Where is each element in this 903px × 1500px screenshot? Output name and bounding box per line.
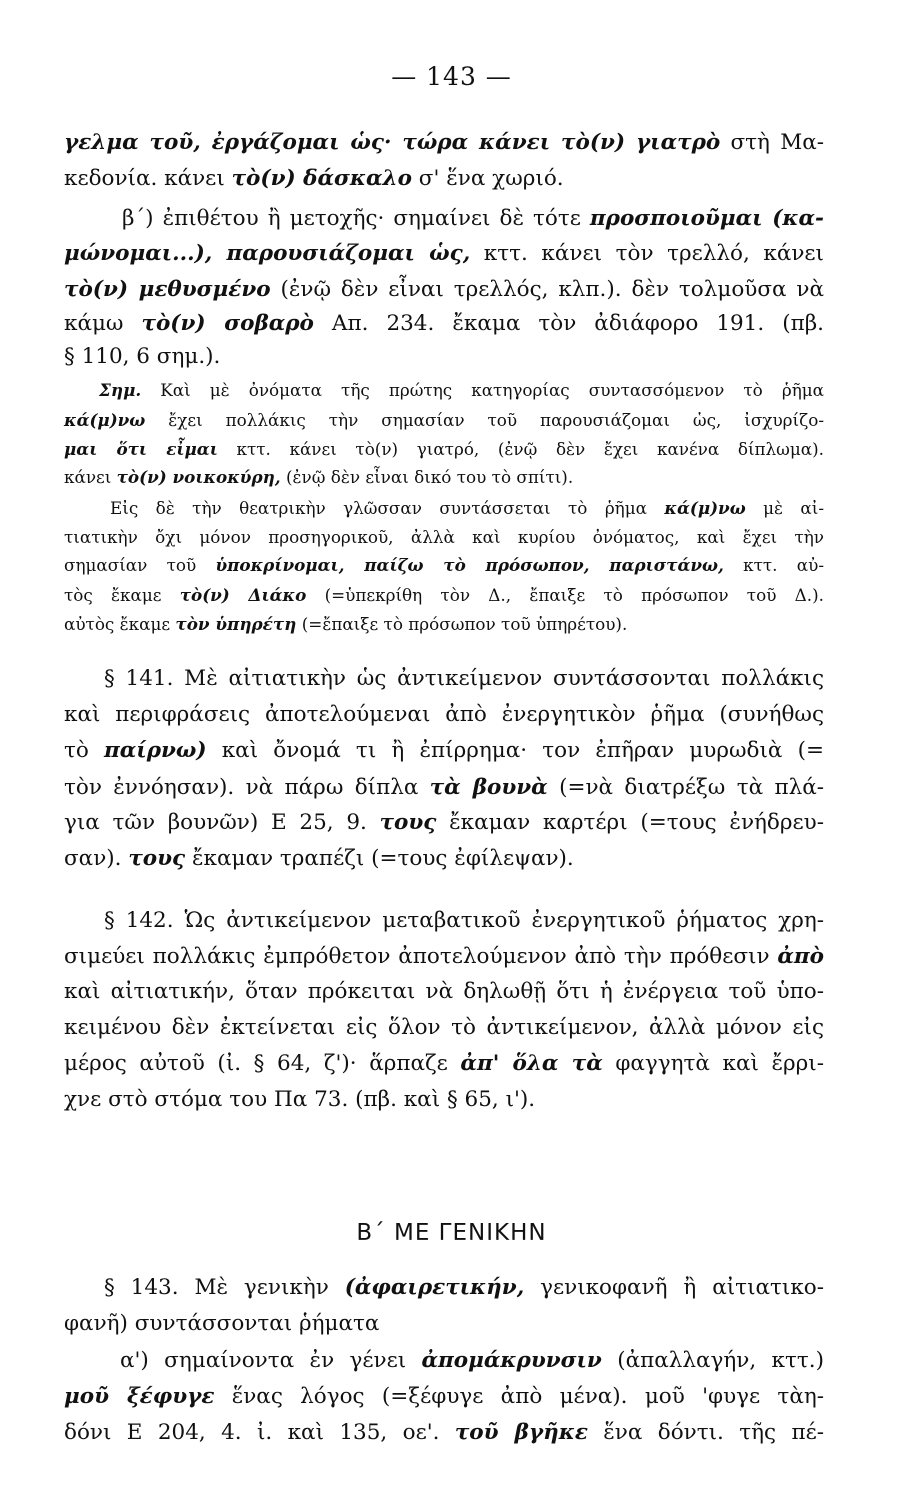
text-line	[64, 587, 824, 604]
text-segment: ἕνα δόντι. τῆς πέ-	[587, 1420, 824, 1445]
emphasis-segment: τὸ(ν) δάσκαλο	[231, 166, 412, 191]
text-segment: κάμω	[64, 311, 142, 336]
text-segment: μέρος αὐτοῦ (ἰ. § 64, ζ')· ἅρπαζε	[64, 1051, 461, 1076]
text-line	[104, 910, 824, 932]
emphasis-segment: ἀπομάκρυνσιν	[421, 1348, 602, 1373]
text-segment: κττ. κάνει τὸν τρελλό, κάνει	[470, 241, 824, 266]
text-segment: (ἀπαλλαγήν, κττ.)	[601, 1348, 824, 1373]
text-segment: στὴ Μα-	[720, 130, 824, 155]
text-line	[64, 740, 824, 762]
text-segment: τὸν ἐννόησαν). νὰ πάρω δίπλα	[64, 775, 430, 800]
text-line	[64, 441, 824, 458]
emphasis-segment: τὰ βουνὰ	[429, 775, 548, 800]
text-segment: καὶ περιφράσεις ἀποτελούμεναι ἀπὸ ἐνεργητικὸν ῥῆμα (συνήθως	[64, 702, 824, 727]
text-line	[64, 557, 824, 574]
text-line	[64, 1053, 824, 1075]
text-segment: φανῆ) συντάσσονται ῥήματα	[64, 1311, 380, 1336]
text-line	[64, 848, 824, 870]
text-segment: τὸς ἔκαμε	[64, 585, 180, 605]
text-line	[64, 1422, 824, 1444]
text-segment: σ' ἕνα χωριό.	[411, 166, 564, 191]
emphasis-segment: τοῦ βγῆκε	[454, 1420, 588, 1445]
text-line	[64, 616, 824, 633]
text-segment: ἕνας λόγος (=ξέφυγε ἀπὸ μένα). μοῦ 'φυγε τὰη-	[214, 1384, 824, 1409]
text-segment: σημασίαν τοῦ	[64, 555, 216, 575]
text-segment: κάνει	[64, 467, 117, 487]
emphasis-segment: τους	[128, 846, 186, 871]
text-line	[64, 1386, 824, 1408]
emphasis-segment: μώνομαι...), παρουσιάζομαι ὡς,	[64, 241, 471, 266]
emphasis-segment: κά(μ)νω	[664, 498, 746, 518]
text-segment: κειμένου δὲν ἐκτείνεται εἰς ὅλον τὸ ἀντικείμενον, ἀλλὰ μόνον εἰς	[64, 1015, 824, 1040]
text-segment: (=νὰ διατρέξω τὰ πλά-	[547, 775, 824, 800]
emphasis-segment: τους	[379, 810, 437, 835]
text-segment: Εἰς δὲ τὴν θεατρικὴν γλῶσσαν συντάσσεται τὸ ῥῆμα	[110, 498, 665, 518]
text-line	[64, 1017, 824, 1039]
emphasis-segment: ὑποκρίνομαι, παίζω τὸ πρόσωπον, παριστάνω,	[215, 555, 724, 575]
text-segment: αὐτὸς ἔκαμε	[64, 614, 176, 634]
text-segment: § 110, 6 σημ.).	[64, 344, 221, 369]
emphasis-segment: τὸ(ν) μεθυσμένο	[64, 277, 271, 302]
text-segment: κττ. αὐ-	[723, 555, 824, 575]
emphasis-segment: τὸ(ν) Διάκο	[179, 585, 307, 605]
text-segment: για τῶν βουνῶν) Ε 25, 9.	[64, 810, 380, 835]
text-segment: Καὶ μὲ ὀνόματα τῆς πρώτης κατηγορίας συντασσόμενον τὸ ῥῆμα	[141, 380, 824, 400]
text-line	[64, 946, 824, 968]
text-segment: § 142. Ὡς ἀντικείμενον μεταβατικοῦ ἐνεργητικοῦ ῥήματος χρη-	[104, 908, 824, 933]
text-segment: (ἐνῷ δὲν εἶναι δικό του τὸ σπίτι).	[280, 467, 574, 487]
text-segment: σιμεύει πολλάκις ἐμπρόθετον ἀποτελούμενον ἀπὸ τὴν πρόθεσιν	[64, 944, 778, 969]
text-segment: ἔκαμαν τραπέζι (=τους ἐφίλεψαν).	[185, 846, 574, 871]
text-segment: κεδονία. κάνει	[64, 166, 232, 191]
text-line	[120, 1350, 824, 1372]
text-segment: Απ. 234. ἔκαμα τὸν ἀδιάφορο 191. (πβ.	[313, 311, 824, 336]
emphasis-segment: ἀπὸ	[777, 944, 824, 969]
emphasis-segment: Σημ.	[99, 380, 142, 400]
section-heading: Β΄ ΜΕ ΓΕΝΙΚΗΝ	[356, 1220, 547, 1246]
text-segment: (ἐνῷ δὲν εἶναι τρελλός, κλπ.). δὲν τολμοῦσα νὰ	[270, 277, 824, 302]
emphasis-segment: (ἀφαιρετικήν,	[344, 1275, 525, 1300]
emphasis-segment: τὸν ὑπηρέτη	[175, 614, 297, 634]
text-segment: κττ. κάνει τὸ(ν) γιατρό, (ἐνῷ δὲν ἔχει κανένα δίπλωμα).	[217, 439, 824, 459]
text-line	[64, 1313, 824, 1335]
emphasis-segment: ἀπ' ὅλα τὰ	[460, 1051, 603, 1076]
text-line	[64, 704, 824, 726]
text-line	[64, 469, 824, 486]
text-segment: γενικοφανῆ ἢ αἰτιατικο-	[524, 1275, 824, 1300]
emphasis-segment: μοῦ ξέφυγε	[64, 1384, 215, 1409]
page-number: — 143 —	[391, 62, 512, 91]
emphasis-segment: προσποιοῦμαι (κα-	[589, 206, 824, 231]
text-segment: β΄) ἐπιθέτου ἢ μετοχῆς· σημαίνει δὲ τότε	[122, 206, 590, 231]
text-segment: (=ὑπεκρίθη τὸν Δ., ἔπαιξε τὸ πρόσωπον τοῦ Δ.).	[306, 585, 824, 605]
text-line	[64, 529, 824, 546]
text-segment: καὶ αἰτιατικήν, ὅταν πρόκειται νὰ δηλωθῇ ὅτι ἡ ἐνέργεια τοῦ ὑπο-	[64, 979, 824, 1004]
text-segment: μὲ αἰ-	[745, 498, 824, 518]
text-segment: δόνι Ε 204, 4. ἰ. καὶ 135, οε'.	[64, 1420, 455, 1445]
text-segment: α') σημαίνοντα ἐν γένει	[120, 1348, 422, 1373]
text-line	[122, 208, 824, 230]
text-line	[64, 412, 824, 429]
text-line	[64, 981, 824, 1003]
text-segment: φαγγητὰ καὶ ἔρρι-	[602, 1051, 825, 1076]
emphasis-segment: τὸ(ν) νοικοκύρη,	[116, 467, 281, 487]
text-segment: (=ἔπαιξε τὸ πρόσωπον τοῦ ὑπηρέτου).	[296, 614, 628, 634]
text-line	[104, 1277, 824, 1299]
text-segment: § 141. Μὲ αἰτιατικὴν ὡς ἀντικείμενον συντάσσονται πολλάκις	[104, 666, 824, 691]
text-line	[64, 313, 824, 335]
text-line	[64, 132, 824, 154]
text-line	[64, 168, 824, 190]
emphasis-segment: μαι ὅτι εἶμαι	[64, 439, 218, 459]
text-line	[64, 279, 824, 301]
emphasis-segment: κά(μ)νω	[64, 410, 146, 430]
emphasis-segment: τὸ(ν) σοβαρὸ	[141, 311, 314, 336]
text-segment: τὸ	[64, 738, 105, 763]
text-segment: τιατικὴν ὄχι μόνον προσηγορικοῦ, ἀλλὰ καὶ κυρίου ὀνόματος, καὶ ἔχει τὴν	[64, 527, 824, 547]
text-line	[64, 346, 824, 368]
text-segment: χνε στὸ στόμα του Πα 73. (πβ. καὶ § 65, ι').	[64, 1087, 536, 1112]
emphasis-segment: παίρνω)	[104, 738, 207, 763]
emphasis-segment: γελμα τοῦ, ἐργάζομαι ὡς· τώρα κάνει τὸ(ν) γιατρὸ	[64, 130, 721, 155]
text-segment: § 143. Μὲ γενικὴν	[104, 1275, 345, 1300]
text-line	[110, 500, 824, 517]
text-line	[64, 243, 824, 265]
text-line	[64, 777, 824, 799]
text-line	[64, 1089, 824, 1111]
text-line	[64, 812, 824, 834]
text-segment: ἔχει πολλάκις τὴν σημασίαν τοῦ παρουσιάζομαι ὡς, ἰσχυρίζο-	[145, 410, 824, 430]
text-segment: σαν).	[64, 846, 129, 871]
text-segment: ἔκαμαν καρτέρι (=τους ἐνήδρευ-	[436, 810, 824, 835]
text-line	[99, 382, 824, 399]
text-segment: καὶ ὄνομά τι ἢ ἐπίρρημα· τον ἐπῆραν μυρωδιὰ (=	[206, 738, 824, 763]
text-line	[104, 668, 824, 690]
